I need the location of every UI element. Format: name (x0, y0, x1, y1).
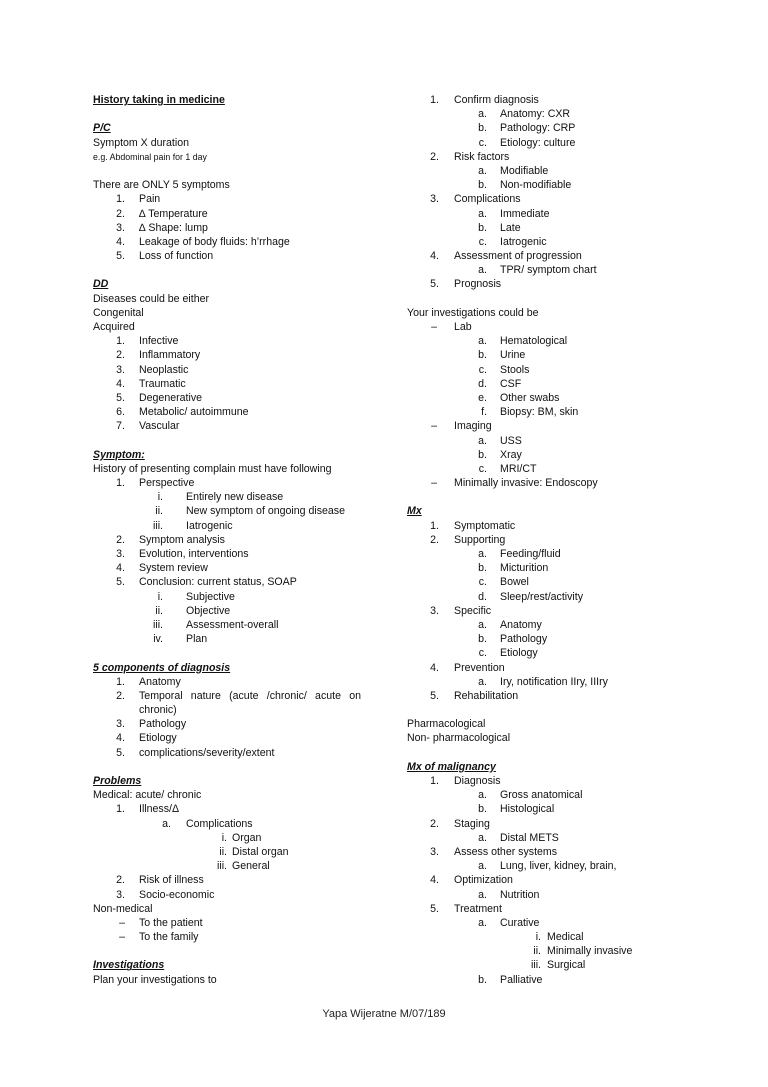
list-item: a. Immediate (478, 207, 550, 220)
list-item: i. Organ (221, 831, 262, 844)
list-item: 4. System review (116, 562, 208, 575)
list-item: 1. Confirm diagnosis (430, 94, 539, 106)
pc-line: Symptom X duration (93, 136, 189, 149)
dd-line: Diseases could be either (93, 292, 210, 305)
left-column (93, 93, 363, 987)
list-item: iii. Iatrogenic (152, 519, 233, 532)
list-item: 3. Socio-economic (116, 888, 215, 901)
problems-heading: Problems (93, 775, 142, 788)
right-column (407, 93, 697, 987)
list-item: a. Modifiable (478, 164, 549, 177)
list-item: 5. complications/severity/extent (116, 746, 275, 759)
list-item: iii. General (216, 860, 270, 873)
list-item: 5. Prognosis (430, 278, 502, 291)
list-item: 4. Optimization (430, 874, 513, 887)
page-footer: Yapa Wijeratne M/07/189 (322, 1008, 446, 1020)
list-item: a. USS (478, 434, 522, 447)
symptom-heading: Symptom: (93, 448, 145, 461)
list-item: b. Palliative (478, 973, 543, 986)
dd-list (93, 334, 363, 433)
list-item: ii. Minimally invasive (533, 945, 633, 958)
problems-medical: Medical: acute/ chronic (93, 789, 202, 802)
list-item: 1. Anatomy (116, 675, 181, 688)
list-item: 3. Evolution, interventions (116, 548, 249, 560)
list-item: 2. Risk of illness (116, 874, 204, 887)
malignancy-heading: Mx of malignancy (407, 760, 496, 773)
dd-line: Acquired (93, 321, 135, 333)
list-item: c. Stools (478, 363, 530, 376)
list-item: iii. Assessment-overall (152, 618, 279, 631)
mx-heading: Mx (407, 505, 422, 518)
list-item: a. Gross anatomical (478, 789, 583, 802)
list-item: f. Biopsy: BM, skin (481, 406, 579, 419)
list-item: e. Other swabs (478, 391, 560, 404)
list-item: 4. Traumatic (116, 377, 186, 390)
non-pharmacological: Non- pharmacological (407, 732, 511, 745)
list-item: ii. New symptom of ongoing disease (155, 505, 345, 518)
list-item: 1. Pain (116, 193, 161, 206)
list-item: 2. Staging (430, 817, 490, 830)
list-item: c. Bowel (478, 576, 529, 589)
list-item: 3. Complications (430, 193, 521, 206)
list-item: a. Anatomy (478, 618, 542, 631)
list-item: d. Sleep/rest/activity (478, 590, 584, 603)
list-item: 7. Vascular (116, 420, 180, 433)
list-item: 1. Infective (116, 335, 179, 348)
list-item: 6. Metabolic/ autoimmune (116, 406, 249, 419)
list-item: – To the family (119, 931, 199, 944)
list-item: b. Late (478, 221, 521, 234)
list-item: i. Subjective (157, 590, 235, 603)
list-item: b. Histological (478, 803, 555, 816)
list-item: 5. Conclusion: current status, SOAP (116, 576, 297, 589)
list-item: 3. Pathology (116, 718, 187, 731)
list-item: 5. Loss of function (116, 250, 214, 263)
plan-list (407, 93, 697, 292)
investigations-line: Plan your investigations to (93, 973, 217, 986)
list-item: 3. Specific (430, 604, 492, 617)
list-item: c. MRI/CT (478, 462, 537, 475)
list-item: – Minimally invasive: Endoscopy (431, 477, 598, 490)
non-medical: Non-medical (93, 902, 153, 915)
list-item: 1. Illness/Δ (116, 803, 180, 816)
symptoms-intro: There are ONLY 5 symptoms (93, 179, 230, 192)
list-item: b. Urine (478, 349, 526, 362)
list-item: 2. Risk factors (430, 150, 510, 163)
list-item: – To the patient (119, 916, 203, 929)
list-item: a. Feeding/fluid (478, 548, 561, 560)
list-item: a. Lung, liver, kidney, brain, (478, 860, 617, 873)
list-item: ii. Objective (155, 604, 231, 617)
document-title: History taking in medicine (93, 94, 225, 106)
list-item: i. Medical (535, 931, 584, 944)
list-item: a. TPR/ symptom chart (478, 264, 597, 277)
list-item: 4. Etiology (116, 732, 177, 745)
list-item: 1. Diagnosis (430, 775, 501, 787)
list-item: 1. Perspective (116, 477, 195, 490)
list-item: 4. Leakage of body fluids: h’rrhage (116, 235, 290, 248)
list-item: a. Distal METS (478, 831, 559, 844)
list-item: 1. Symptomatic (430, 519, 516, 532)
list-item: iv. Plan (153, 633, 208, 646)
list-item: a. Nutrition (478, 888, 540, 901)
list-item: a. Complications (162, 817, 253, 830)
symptom-intro: History of presenting complain must have following (93, 462, 332, 475)
list-item: 2. Symptom analysis (116, 533, 225, 546)
list-item: 4. Assessment of progression (430, 250, 582, 263)
list-item: b. Pathology: CRP (478, 122, 576, 135)
pharmacological: Pharmacological (407, 718, 486, 731)
list-item: a. Anatomy: CXR (478, 108, 571, 121)
list-item: 2. Temporal nature (acute /chronic/ acute on chronic) (116, 689, 361, 717)
list-item: b. Pathology (478, 633, 548, 646)
list-item: 2. Supporting (430, 533, 506, 546)
list-item: 4. Prevention (430, 661, 505, 674)
symptoms-list (93, 192, 363, 263)
investigations-intro: Your investigations could be (407, 306, 539, 319)
list-item: b. Xray (478, 448, 522, 461)
list-item: 5. Degenerative (116, 391, 203, 404)
list-item: iii. Surgical (530, 959, 586, 972)
investigations-heading: Investigations (93, 959, 165, 972)
list-item: c. Etiology: culture (478, 136, 576, 149)
list-item: 5. Rehabilitation (430, 689, 519, 702)
list-item: d. CSF (478, 377, 522, 390)
list-item: 3. ∆ Shape: lump (116, 221, 208, 234)
list-item: 5. Treatment (430, 902, 502, 915)
list-item: a. Curative (478, 916, 540, 929)
list-item: c. Etiology (478, 647, 538, 660)
list-item: – Imaging (431, 420, 492, 433)
list-item: ii. Distal organ (219, 845, 289, 858)
list-item: 2. Inflammatory (116, 349, 201, 362)
list-item: a. Hematological (478, 335, 568, 348)
list-item: b. Non-modifiable (478, 179, 572, 192)
dd-heading: DD (93, 278, 109, 291)
list-item: – Lab (431, 321, 472, 333)
list-item: 3. Neoplastic (116, 363, 189, 376)
list-item: c. Iatrogenic (478, 235, 547, 248)
pc-heading: P/C (93, 122, 111, 135)
diagnosis-heading: 5 components of diagnosis (93, 661, 231, 674)
list-item: 2. ∆ Temperature (116, 207, 208, 220)
list-item: i. Entirely new disease (157, 491, 284, 504)
list-item: a. Iry, notification IIry, IIIry (478, 675, 608, 688)
list-item: 3. Assess other systems (430, 845, 558, 858)
list-item: b. Micturition (478, 562, 549, 575)
dd-line: Congenital (93, 306, 144, 319)
pc-example: e.g. Abdominal pain for 1 day (93, 151, 207, 162)
